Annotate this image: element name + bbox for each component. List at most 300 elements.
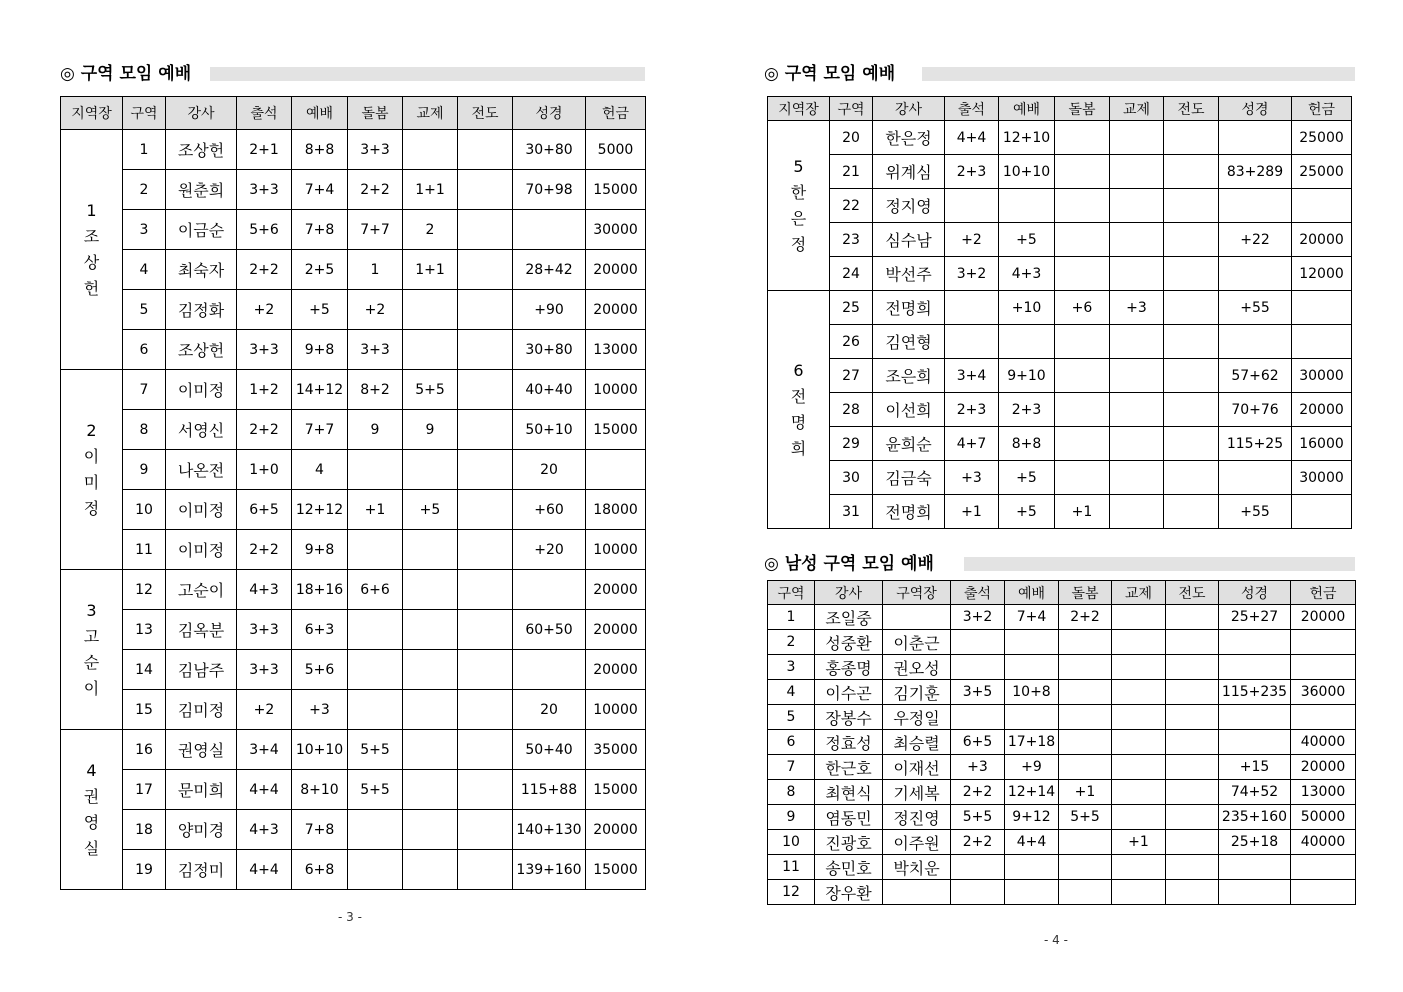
teacher-cell: 권영실 [166,730,237,770]
worship-cell: 10+8 [1005,680,1059,705]
fellowship-cell [1112,630,1166,655]
worship-cell: +9 [1005,755,1059,780]
district-cell: 24 [830,257,873,291]
table-row [768,705,1356,730]
teacher-cell: 이선희 [873,393,945,427]
offering-cell: 10000 [586,370,646,410]
teacher-cell: 김미정 [166,690,237,730]
fellowship-cell: 1+1 [403,170,458,210]
offering-cell: 20000 [586,810,646,850]
attendance-cell: 3+5 [951,680,1005,705]
bible-cell: 115+25 [1219,427,1292,461]
care-cell: 3+3 [348,330,403,370]
worship-cell: 7+8 [292,810,348,850]
care-cell [348,810,403,850]
care-cell [348,850,403,890]
district-cell: 17 [123,770,166,810]
attendance-cell [951,855,1005,880]
fellowship-cell [1110,359,1164,393]
care-cell [1059,705,1112,730]
evangelism-cell [458,250,513,290]
teacher-cell: 장봉수 [815,705,883,730]
bible-cell: +15 [1219,755,1291,780]
care-cell: 1 [348,250,403,290]
district-leader-cell: 최승렬 [883,730,951,755]
offering-cell: 30000 [586,210,646,250]
attendance-cell: 1+0 [237,450,292,490]
worship-cell: +3 [292,690,348,730]
attendance-cell: 2+3 [945,155,999,189]
attendance-cell: 2+1 [237,130,292,170]
table-row [61,650,646,690]
column-header: 구역장 [883,581,951,605]
district-leader-cell: 김기훈 [883,680,951,705]
table-row [61,730,646,770]
offering-cell: 35000 [586,730,646,770]
teacher-cell: 진광호 [815,830,883,855]
evangelism-cell [1164,223,1219,257]
care-cell: 5+5 [348,730,403,770]
care-cell: 6+6 [348,570,403,610]
worship-cell: 10+10 [999,155,1055,189]
teacher-cell: 이금순 [166,210,237,250]
bible-cell: 140+130 [513,810,586,850]
teacher-cell: 위계심 [873,155,945,189]
worship-cell: 7+7 [292,410,348,450]
region-leader-cell: 3 고 순 이 [61,570,123,730]
attendance-cell [951,630,1005,655]
bible-cell: 57+62 [1219,359,1292,393]
column-header: 출석 [237,97,292,130]
attendance-cell [945,189,999,223]
evangelism-cell [1164,257,1219,291]
district-cell: 11 [123,530,166,570]
worship-cell: 9+8 [292,330,348,370]
district-cell: 6 [123,330,166,370]
district-cell: 3 [768,655,815,680]
table-row [61,850,646,890]
table-row [61,170,646,210]
fellowship-cell [403,690,458,730]
care-cell: +1 [348,490,403,530]
care-cell: +1 [1055,495,1110,529]
offering-cell: 13000 [1291,780,1356,805]
column-header: 성경 [513,97,586,130]
attendance-cell: 6+5 [951,730,1005,755]
fellowship-cell: 1+1 [403,250,458,290]
table-row [768,223,1352,257]
care-cell: 2+2 [1059,605,1112,630]
region-leader-cell: 6 전 명 희 [768,291,830,529]
offering-cell: 20000 [586,610,646,650]
bible-cell: 50+10 [513,410,586,450]
attendance-cell: +2 [237,690,292,730]
worship-cell: +5 [292,290,348,330]
fellowship-cell [1110,257,1164,291]
worship-cell [1005,705,1059,730]
left-heading-text: ◎ 구역 모임 예배 [60,64,192,84]
teacher-cell: 김정미 [166,850,237,890]
table-row [61,810,646,850]
bible-cell [1219,189,1292,223]
offering-cell: 20000 [1292,393,1352,427]
evangelism-cell [1166,880,1219,905]
table-row [768,359,1352,393]
table-row [768,780,1356,805]
bible-cell: 40+40 [513,370,586,410]
column-header: 교제 [403,97,458,130]
column-header: 예배 [999,97,1055,121]
fellowship-cell [403,850,458,890]
offering-cell [1292,495,1352,529]
evangelism-cell [1166,855,1219,880]
table-row [768,880,1356,905]
fellowship-cell [403,570,458,610]
table-row [768,630,1356,655]
offering-cell: 10000 [586,530,646,570]
evangelism-cell [1164,155,1219,189]
teacher-cell: 최숙자 [166,250,237,290]
table-row [61,450,646,490]
care-cell [1059,730,1112,755]
district-cell: 7 [123,370,166,410]
teacher-cell: 조은희 [873,359,945,393]
teacher-cell: 정지영 [873,189,945,223]
bible-cell [1219,257,1292,291]
column-header: 헌금 [586,97,646,130]
fellowship-cell [1110,325,1164,359]
worship-cell [999,189,1055,223]
column-header: 강사 [166,97,237,130]
right-bottom-section-heading [764,554,1355,576]
fellowship-cell [403,130,458,170]
bible-cell: 70+98 [513,170,586,210]
care-cell [1059,830,1112,855]
care-cell [348,650,403,690]
teacher-cell: 원춘희 [166,170,237,210]
teacher-cell: 조일중 [815,605,883,630]
worship-cell: 12+10 [999,121,1055,155]
left-page-number: - 3 - [338,910,362,924]
district-cell: 29 [830,427,873,461]
offering-cell: 20000 [1291,755,1356,780]
teacher-cell: 윤희순 [873,427,945,461]
care-cell [1055,257,1110,291]
evangelism-cell [1164,427,1219,461]
column-header: 돌봄 [1055,97,1110,121]
teacher-cell: 전명희 [873,291,945,325]
care-cell: +2 [348,290,403,330]
district-cell: 28 [830,393,873,427]
offering-cell: 40000 [1291,830,1356,855]
care-cell [348,450,403,490]
worship-cell: +5 [999,223,1055,257]
offering-cell [1291,630,1356,655]
care-cell: +6 [1055,291,1110,325]
fellowship-cell: 9 [403,410,458,450]
bible-cell: 139+160 [513,850,586,890]
evangelism-cell [458,490,513,530]
table-row [768,605,1356,630]
district-cell: 5 [768,705,815,730]
evangelism-cell [1166,655,1219,680]
bible-cell [1219,121,1292,155]
fellowship-cell [1112,755,1166,780]
attendance-cell: 4+4 [237,770,292,810]
worship-cell: 6+3 [292,610,348,650]
evangelism-cell [458,290,513,330]
district-cell: 23 [830,223,873,257]
care-cell [1055,461,1110,495]
district-leader-cell: 이춘근 [883,630,951,655]
offering-cell: 25000 [1292,155,1352,189]
fellowship-cell [1110,393,1164,427]
attendance-cell: 3+4 [945,359,999,393]
bible-cell [513,650,586,690]
bible-cell: +22 [1219,223,1292,257]
district-cell: 10 [768,830,815,855]
bible-cell: 60+50 [513,610,586,650]
evangelism-cell [1166,755,1219,780]
worship-cell: 14+12 [292,370,348,410]
fellowship-cell [1110,223,1164,257]
column-header: 돌봄 [1059,581,1112,605]
attendance-cell: 3+4 [237,730,292,770]
teacher-cell: 최현식 [815,780,883,805]
table-row [768,393,1352,427]
worship-cell [999,325,1055,359]
offering-cell: 15000 [586,410,646,450]
column-header: 구역 [123,97,166,130]
teacher-cell: 이미정 [166,490,237,530]
district-cell: 12 [123,570,166,610]
offering-cell [1291,880,1356,905]
care-cell [1055,359,1110,393]
worship-cell: 9+10 [999,359,1055,393]
fellowship-cell [1110,155,1164,189]
region-leader-cell: 4 권 영 실 [61,730,123,890]
column-header: 출석 [951,581,1005,605]
attendance-cell: 3+3 [237,330,292,370]
district-cell: 13 [123,610,166,650]
bible-cell [513,210,586,250]
care-cell [1055,155,1110,189]
table-row [61,410,646,450]
teacher-cell: 심수남 [873,223,945,257]
column-header: 지역장 [768,97,830,121]
attendance-cell [945,325,999,359]
bible-cell: 115+235 [1219,680,1291,705]
fellowship-cell [1112,730,1166,755]
bible-cell [1219,630,1291,655]
left-section-heading [60,64,645,86]
right-bottom-heading-text: ◎ 남성 구역 모임 예배 [764,554,934,574]
left-header-row [61,97,646,130]
evangelism-cell [458,610,513,650]
heading-bar [964,557,1355,571]
district-cell: 15 [123,690,166,730]
column-header: 성경 [1219,581,1291,605]
care-cell [348,690,403,730]
column-header: 강사 [815,581,883,605]
attendance-cell: +1 [945,495,999,529]
bible-cell: 50+40 [513,730,586,770]
table-row [768,680,1356,705]
teacher-cell: 한근호 [815,755,883,780]
column-header: 전도 [1166,581,1219,605]
district-cell: 1 [768,605,815,630]
bible-cell: 25+18 [1219,830,1291,855]
column-header: 구역 [768,581,815,605]
bible-cell [1219,880,1291,905]
column-header: 예배 [1005,581,1059,605]
care-cell [1055,427,1110,461]
attendance-cell: 4+3 [237,570,292,610]
evangelism-cell [1166,730,1219,755]
worship-cell [1005,655,1059,680]
teacher-cell: 조상헌 [166,330,237,370]
attendance-cell: 6+5 [237,490,292,530]
district-cell: 9 [123,450,166,490]
fellowship-cell [1112,655,1166,680]
district-cell: 12 [768,880,815,905]
teacher-cell: 이미정 [166,370,237,410]
district-cell: 26 [830,325,873,359]
district-cell: 19 [123,850,166,890]
offering-cell: 30000 [1292,359,1352,393]
worship-cell: 7+8 [292,210,348,250]
table-row [768,325,1352,359]
column-header: 교제 [1112,581,1166,605]
evangelism-cell [1164,461,1219,495]
district-leader-cell [883,605,951,630]
evangelism-cell [458,650,513,690]
attendance-cell: +2 [237,290,292,330]
column-header: 예배 [292,97,348,130]
column-header: 헌금 [1291,581,1356,605]
bible-cell: 74+52 [1219,780,1291,805]
attendance-cell: 5+5 [951,805,1005,830]
attendance-cell: 4+7 [945,427,999,461]
region-leader-cell: 2 이 미 정 [61,370,123,570]
worship-cell: 10+10 [292,730,348,770]
table-row [61,570,646,610]
offering-cell: 20000 [1292,223,1352,257]
teacher-cell: 정효성 [815,730,883,755]
evangelism-cell [1164,121,1219,155]
column-header: 지역장 [61,97,123,130]
offering-cell: 15000 [586,170,646,210]
offering-cell: 20000 [586,250,646,290]
district-leader-cell: 박치운 [883,855,951,880]
right-page-number: - 4 - [1044,933,1068,947]
district-cell: 4 [123,250,166,290]
fellowship-cell [403,290,458,330]
district-cell: 2 [123,170,166,210]
table-row [61,770,646,810]
worship-cell: 9+12 [1005,805,1059,830]
offering-cell [1292,325,1352,359]
care-cell: 7+7 [348,210,403,250]
region-leader-cell: 5 한 은 정 [768,121,830,291]
evangelism-cell [1164,359,1219,393]
evangelism-cell [1166,605,1219,630]
teacher-cell: 양미경 [166,810,237,850]
fellowship-cell [1112,855,1166,880]
offering-cell: 30000 [1292,461,1352,495]
district-leader-cell: 기세복 [883,780,951,805]
fellowship-cell [403,330,458,370]
table-row [768,495,1352,529]
bible-cell [1219,461,1292,495]
teacher-cell: 김정화 [166,290,237,330]
evangelism-cell [1164,325,1219,359]
teacher-cell: 김금숙 [873,461,945,495]
table-row [768,461,1352,495]
district-cell: 31 [830,495,873,529]
attendance-cell: 2+3 [945,393,999,427]
worship-cell: 5+6 [292,650,348,690]
fellowship-cell [1110,461,1164,495]
worship-cell: 8+10 [292,770,348,810]
evangelism-cell [458,530,513,570]
evangelism-cell [458,810,513,850]
teacher-cell: 한은정 [873,121,945,155]
worship-cell [1005,630,1059,655]
offering-cell: 5000 [586,130,646,170]
bible-cell [1219,730,1291,755]
worship-cell: +10 [999,291,1055,325]
bible-cell [1219,705,1291,730]
bible-cell [513,570,586,610]
offering-cell [1291,655,1356,680]
offering-cell: 16000 [1292,427,1352,461]
teacher-cell: 염동민 [815,805,883,830]
table-row [768,730,1356,755]
worship-cell: 12+14 [1005,780,1059,805]
care-cell [1055,223,1110,257]
offering-cell: 15000 [586,770,646,810]
table-row [61,610,646,650]
fellowship-cell [1110,495,1164,529]
evangelism-cell [458,450,513,490]
care-cell [1055,393,1110,427]
teacher-cell: 이미정 [166,530,237,570]
offering-cell: 15000 [586,850,646,890]
bible-cell: 28+42 [513,250,586,290]
region-leader-cell: 1 조 상 헌 [61,130,123,370]
district-cell: 25 [830,291,873,325]
care-cell: +1 [1059,780,1112,805]
worship-cell: 8+8 [999,427,1055,461]
evangelism-cell [458,730,513,770]
district-leader-cell: 이주원 [883,830,951,855]
evangelism-cell [458,850,513,890]
teacher-cell: 성중환 [815,630,883,655]
table-row [768,655,1356,680]
offering-cell: 20000 [586,570,646,610]
bible-cell: 25+27 [1219,605,1291,630]
care-cell [1055,189,1110,223]
district-leader-cell: 이재선 [883,755,951,780]
evangelism-cell [458,130,513,170]
attendance-cell [951,655,1005,680]
attendance-cell: +2 [945,223,999,257]
teacher-cell: 문미희 [166,770,237,810]
column-header: 구역 [830,97,873,121]
table-row [768,155,1352,189]
bible-cell: +55 [1219,495,1292,529]
